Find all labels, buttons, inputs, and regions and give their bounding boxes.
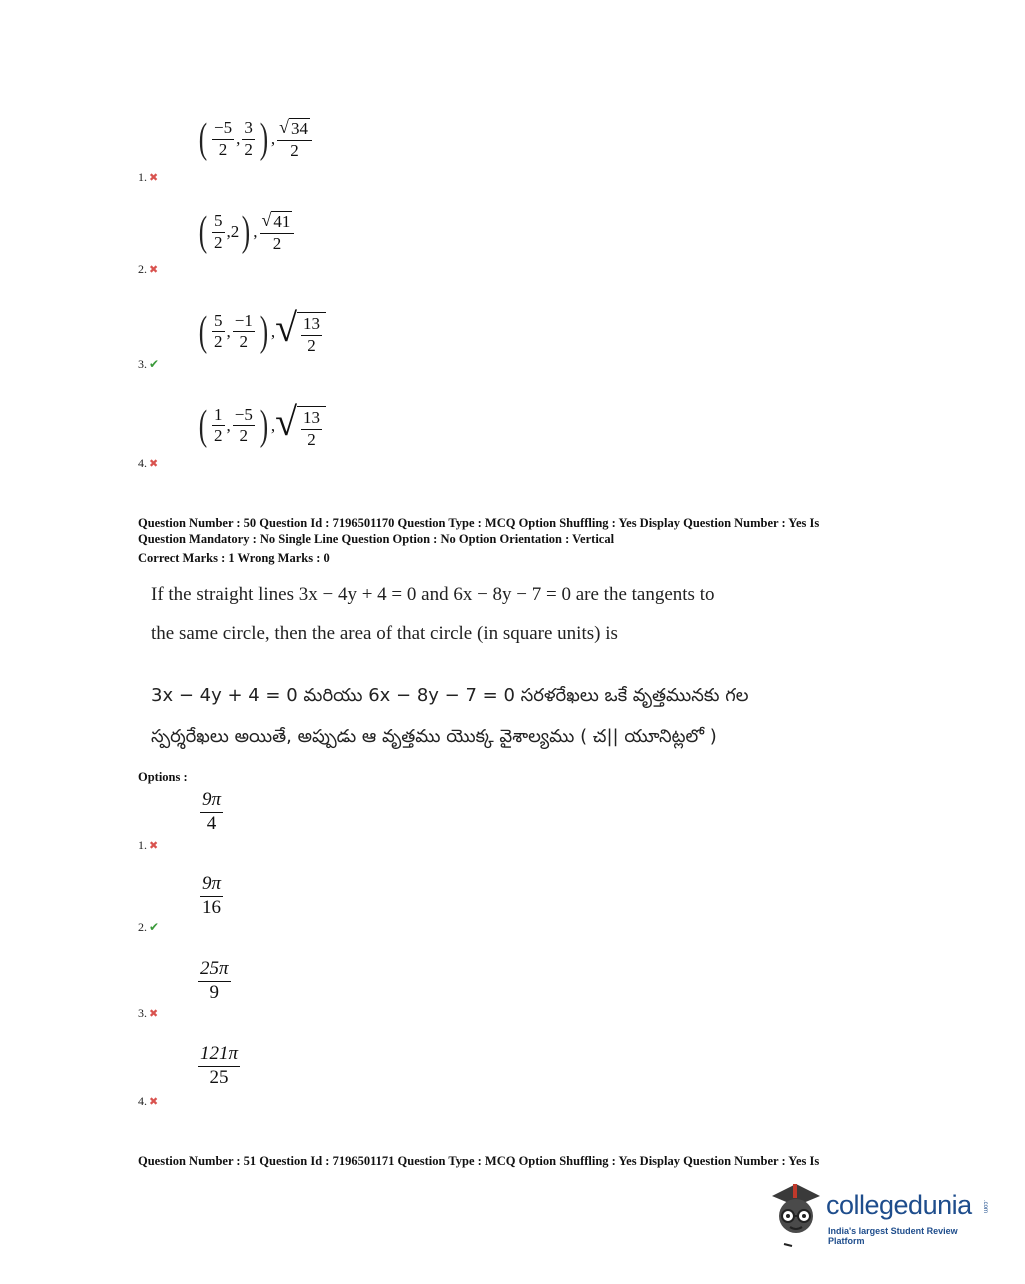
q50-option-4-expression — [196, 1044, 242, 1089]
left-paren: ( — [198, 209, 208, 256]
prev-option-4-expression: ( $\frac{1}{2}$ , $\frac{-5}{2}$ ) , √ $\frac{13}{2}$ — [196, 402, 326, 449]
prev-option-1-expression: ( $\frac{-5}{2}$ , $\frac{3}{2}$ ) , √ 34 2 — [196, 118, 314, 160]
denominator: 2 — [244, 139, 253, 159]
numerator: −1 — [233, 312, 255, 333]
q50-meta-line-2: Question Mandatory : No Single Line Question Option : No Option Orientation : Vertical — [138, 532, 615, 546]
collegedunia-logo — [766, 1178, 992, 1248]
q50-telugu-line-1: 3x − 4y + 4 = 0 మరియు 6x − 8y − 7 = 0 సరళరేఖలు ఒకే వృత్తమునకు గల — [151, 685, 749, 706]
numerator: −5 — [212, 119, 234, 140]
denominator: 2 — [307, 429, 316, 449]
option-number: 1. — [138, 838, 147, 852]
cross-icon: ✖ — [149, 1008, 159, 1020]
prev-option-4-label — [138, 456, 158, 471]
left-paren: ( — [198, 308, 208, 355]
fraction — [212, 406, 225, 446]
cross-icon: ✖ — [149, 1096, 159, 1108]
fraction — [198, 1044, 240, 1089]
denominator: 16 — [202, 896, 222, 918]
fraction — [200, 790, 223, 835]
denominator: 2 — [214, 232, 223, 252]
q50-english-line-2: the same circle, then the area of that circle (in square units) is — [151, 623, 618, 644]
right-paren: ) — [259, 402, 269, 449]
q50-english-line-1: If the straight lines 3x − 4y + 4 = 0 and 6x − 8y − 7 = 0 are the tangents to — [151, 584, 715, 605]
numerator: 13 — [301, 315, 322, 336]
option-number: 3. — [138, 357, 147, 371]
cross-icon: ✖ — [149, 840, 159, 852]
denominator: 2 — [214, 332, 223, 352]
q50-option-1-label — [138, 838, 158, 853]
sqrt: √ 41 — [261, 210, 291, 231]
numerator: 9π — [200, 874, 223, 897]
prev-option-3-label — [138, 357, 159, 372]
option-number: 4. — [138, 1094, 147, 1108]
radicand: 41 — [273, 212, 291, 231]
logo-tagline: India's largest Student Review Platform — [828, 1226, 958, 1246]
fraction — [301, 315, 322, 355]
numerator: 13 — [301, 409, 322, 430]
prev-option-3-expression: ( $\frac{5}{2}$ , $\frac{-1}{2}$ ) , √ $\frac{13}{2}$ — [196, 308, 326, 355]
denominator: 2 — [239, 332, 249, 352]
check-icon: ✔ — [149, 920, 160, 934]
left-paren: ( — [198, 116, 208, 163]
fraction — [200, 874, 223, 919]
numerator: 1 — [212, 406, 225, 427]
fraction — [260, 211, 295, 253]
fraction — [301, 409, 322, 449]
fraction — [212, 212, 225, 252]
prev-option-2-expression: ( $\frac{5}{2}$ , 2 ) , √ 41 2 — [196, 211, 296, 253]
fraction — [212, 312, 225, 352]
numerator — [260, 211, 295, 234]
q50-option-3-label — [138, 1006, 158, 1021]
option-number: 4. — [138, 456, 147, 470]
q50-option-1-expression — [198, 790, 225, 835]
radicand: 34 — [290, 119, 308, 138]
denominator: 2 — [218, 139, 228, 159]
denominator: 2 — [214, 426, 223, 446]
left-paren: ( — [198, 402, 208, 449]
right-paren: ) — [242, 209, 251, 256]
mascot-icon — [766, 1178, 824, 1248]
numerator: 121π — [198, 1044, 240, 1067]
right-paren: ) — [259, 308, 269, 355]
denominator: 4 — [206, 812, 217, 834]
numerator: −5 — [233, 406, 255, 427]
denominator: 25 — [209, 1066, 229, 1088]
fraction — [212, 119, 234, 159]
numerator: 25π — [198, 959, 231, 982]
prev-option-2-label — [138, 262, 158, 277]
fraction — [277, 118, 312, 160]
option-number: 3. — [138, 1006, 147, 1020]
cross-icon: ✖ — [149, 458, 159, 470]
q50-option-2-label — [138, 920, 159, 935]
options-label: Options : — [138, 770, 188, 784]
sqrt: √ 34 — [279, 117, 308, 138]
option-number: 2. — [138, 920, 147, 934]
q50-option-2-expression — [198, 874, 225, 919]
check-icon: ✔ — [149, 357, 160, 371]
q50-option-4-label — [138, 1094, 158, 1109]
numerator: 3 — [242, 119, 255, 140]
denominator: 2 — [290, 140, 299, 160]
fraction — [242, 119, 255, 159]
prev-option-1-label — [138, 170, 158, 185]
q50-option-3-expression — [196, 959, 233, 1004]
cross-icon: ✖ — [149, 172, 159, 184]
numerator: 5 — [212, 312, 225, 333]
denominator: 2 — [239, 426, 249, 446]
numerator — [277, 118, 312, 141]
numerator: 5 — [212, 212, 225, 233]
logo-wordmark: collegedunia — [826, 1190, 972, 1220]
option-number: 1. — [138, 170, 147, 184]
q50-telugu-line-2: స్పర్శరేఖలు అయితే, అప్పుడు ఆ వృత్తము యొక్క వైశాల్యము ( చ|| యూనిట్లలో ) — [151, 726, 717, 747]
fraction — [198, 959, 231, 1004]
q50-meta-line-3: Correct Marks : 1 Wrong Marks : 0 — [138, 551, 330, 565]
fraction — [233, 312, 255, 352]
q51-meta-line-1: Question Number : 51 Question Id : 7196501171 Question Type : MCQ Option Shuffling : Yes Display Question Number : Yes Is — [138, 1154, 820, 1168]
denominator: 2 — [272, 233, 282, 253]
denominator: 9 — [209, 981, 220, 1003]
cross-icon: ✖ — [149, 264, 159, 276]
value: 2 — [230, 222, 240, 242]
sqrt: √ $\frac{13}{2}$ — [275, 402, 326, 449]
sqrt: √ $\frac{13}{2}$ — [275, 308, 326, 355]
q50-meta-line-1: Question Number : 50 Question Id : 7196501170 Question Type : MCQ Option Shuffling : Yes Display Question Number : Yes Is — [138, 516, 820, 530]
fraction — [233, 406, 255, 446]
option-number: 2. — [138, 262, 147, 276]
denominator: 2 — [307, 335, 316, 355]
logo-suffix: .com — [982, 1200, 988, 1214]
right-paren: ) — [259, 116, 269, 163]
numerator: 9π — [200, 790, 223, 813]
